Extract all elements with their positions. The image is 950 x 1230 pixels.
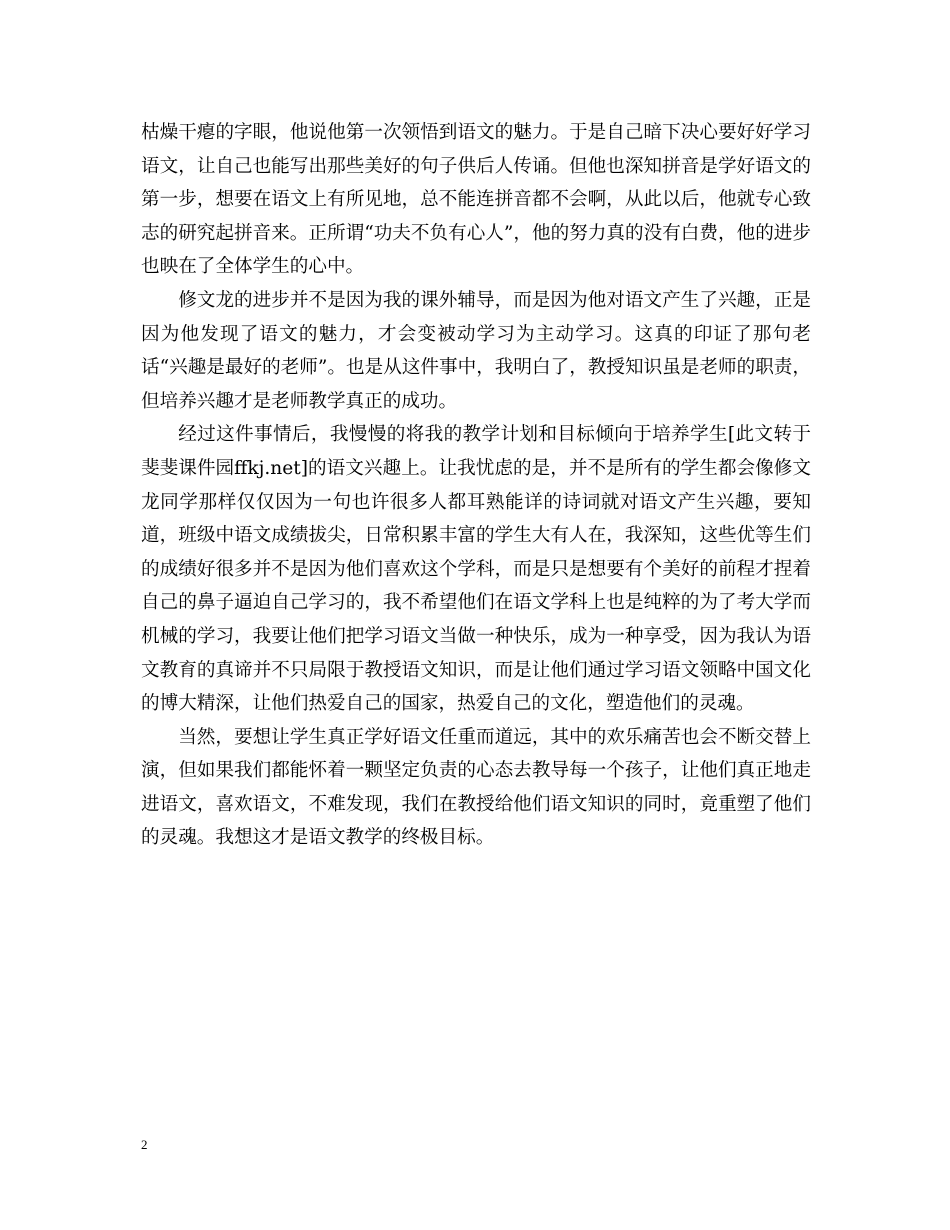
paragraph-3: 经过这件事情后，我慢慢的将我的教学计划和目标倾向于培养学生[此文转于斐斐课件园ffkj.net]的语文兴趣上。让我忧虑的是，并不是所有的学生都会像修文龙同学那样仅仅因为一句也许很多人都耳熟能详的诗词就对语文产生兴趣，要知道，班级中语文成绩拔尖，日常积累丰富的学生大有人在，我深知，这些优等生们的成绩好很多并不是因为他们喜欢这个学科，而是只是想要有个美好的前程才捏着自己的鼻子逼迫自己学习的，我不希望他们在语文学科上也是纯粹的为了考大学而机械的学习，我要让他们把学习语文当做一种快乐，成为一种享受，因为我认为语文教育的真谛并不只局限于教授语文知识，而是让他们通过学习语文领略中国文化的博大精深，让他们热爱自己的国家，热爱自己的文化，塑造他们的灵魂。 xyxy=(141,424,811,715)
paragraph-2: 修文龙的进步并不是因为我的课外辅导，而是因为他对语文产生了兴趣，正是因为他发现了语文的魅力，才会变被动学习为主动学习。这真的印证了那句老话“兴趣是最好的老师”。也是从这件事中，我明白了，教授知识虽是老师的职责，但培养兴趣才是老师教学真正的成功。 xyxy=(141,289,811,412)
document-body xyxy=(141,116,811,855)
paragraph-1: 枯燥干瘪的字眼，他说他第一次领悟到语文的魅力。于是自己暗下决心要好好学习语文，让自己也能写出那些美好的句子供后人传诵。但他也深知拼音是学好语文的第一步，想要在语文上有所见地，总不能连拼音都不会啊，从此以后，他就专心致志的研究起拼音来。正所谓“功夫不负有心人”，他的努力真的没有白费，他的进步也映在了全体学生的心中。 xyxy=(141,122,811,278)
paragraph-4: 当然，要想让学生真正学好语文任重而道远，其中的欢乐痛苦也会不断交替上演，但如果我们都能怀着一颗坚定负责的心态去教导每一个孩子，让他们真正地走进语文，喜欢语文，不难发现，我们在教授给他们语文知识的同时，竟重塑了他们的灵魂。我想这才是语文教学的终极目标。 xyxy=(141,726,811,849)
page-number: 2 xyxy=(141,1137,148,1152)
